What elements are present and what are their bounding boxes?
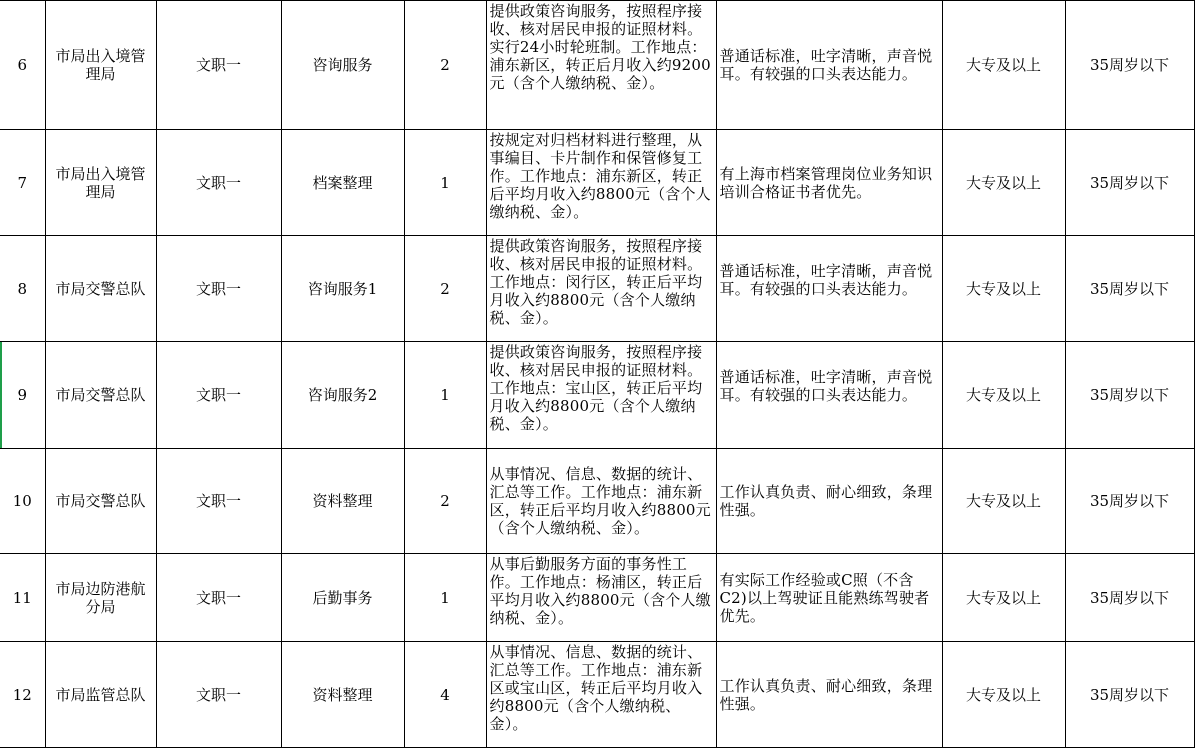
requirements-cell[interactable]: 工作认真负责、耐心细致，条理性强。 [716,449,942,554]
row-number[interactable]: 10 [0,449,45,554]
position-type-cell[interactable]: 文职一 [156,342,281,449]
position-type-cell[interactable]: 文职一 [156,236,281,342]
position-name-cell[interactable]: 资料整理 [281,449,404,554]
headcount-cell[interactable]: 1 [404,342,486,449]
requirements-cell[interactable]: 普通话标准，吐字清晰，声音悦耳。有较强的口头表达能力。 [716,236,942,342]
position-type-cell[interactable]: 文职一 [156,449,281,554]
age-cell[interactable]: 35周岁以下 [1065,130,1194,236]
age-cell[interactable]: 35周岁以下 [1065,449,1194,554]
unit-cell[interactable]: 市局交警总队 [45,236,156,342]
position-type-cell[interactable]: 文职一 [156,554,281,642]
table-row[interactable] [0,449,1194,554]
table-row[interactable] [0,642,1194,748]
position-type-cell[interactable]: 文职一 [156,642,281,748]
table-row[interactable] [0,554,1194,642]
education-cell[interactable]: 大专及以上 [942,1,1065,130]
position-name-cell[interactable]: 档案整理 [281,130,404,236]
table-row[interactable] [0,1,1194,130]
education-cell[interactable]: 大专及以上 [942,236,1065,342]
requirements-cell[interactable]: 普通话标准，吐字清晰，声音悦耳。有较强的口头表达能力。 [716,1,942,130]
job-description-cell[interactable]: 提供政策咨询服务，按照程序接收、核对居民申报的证照材料。实行24小时轮班制。工作地点：浦东新区，转正后月收入约9200元（含个人缴纳税、金）。 [486,1,716,130]
unit-cell[interactable]: 市局出入境管理局 [45,130,156,236]
education-cell[interactable]: 大专及以上 [942,130,1065,236]
headcount-cell[interactable]: 2 [404,449,486,554]
unit-cell[interactable]: 市局监管总队 [45,642,156,748]
job-description-cell[interactable]: 从事情况、信息、数据的统计、汇总等工作。工作地点：浦东新区或宝山区，转正后平均月收入约8800元（含个人缴纳税、金）。 [486,642,716,748]
age-cell[interactable]: 35周岁以下 [1065,642,1194,748]
headcount-cell[interactable]: 1 [404,554,486,642]
row-number[interactable]: 11 [0,554,45,642]
job-description-cell[interactable]: 从事后勤服务方面的事务性工作。工作地点：杨浦区，转正后平均月收入约8800元（含个人缴纳税、金）。 [486,554,716,642]
headcount-cell[interactable]: 1 [404,130,486,236]
requirements-cell[interactable]: 有实际工作经验或C照（不含C2)以上驾驶证且能熟练驾驶者优先。 [716,554,942,642]
unit-cell[interactable]: 市局交警总队 [45,449,156,554]
age-cell[interactable]: 35周岁以下 [1065,236,1194,342]
requirements-cell[interactable]: 工作认真负责、耐心细致，条理性强。 [716,642,942,748]
education-cell[interactable]: 大专及以上 [942,449,1065,554]
job-description-cell[interactable]: 从事情况、信息、数据的统计、汇总等工作。工作地点：浦东新区，转正后平均月收入约8800元（含个人缴纳税、金）。 [486,449,716,554]
table-row[interactable] [0,236,1194,342]
row-number[interactable]: 7 [0,130,45,236]
position-name-cell[interactable]: 咨询服务 [281,1,404,130]
job-description-cell[interactable]: 按规定对归档材料进行整理，从事编目、卡片制作和保管修复工作。工作地点：浦东新区，转正后平均月收入约8800元（含个人缴纳税、金）。 [486,130,716,236]
position-type-cell[interactable]: 文职一 [156,130,281,236]
education-cell[interactable]: 大专及以上 [942,554,1065,642]
position-type-cell[interactable]: 文职一 [156,1,281,130]
row-number[interactable]: 9 [0,342,45,449]
row-number[interactable]: 8 [0,236,45,342]
position-name-cell[interactable]: 咨询服务2 [281,342,404,449]
job-description-cell[interactable]: 提供政策咨询服务，按照程序接收、核对居民申报的证照材料。工作地点：闵行区，转正后平均月收入约8800元（含个人缴纳税、金）。 [486,236,716,342]
age-cell[interactable]: 35周岁以下 [1065,1,1194,130]
unit-cell[interactable]: 市局出入境管理局 [45,1,156,130]
unit-cell[interactable]: 市局交警总队 [45,342,156,449]
headcount-cell[interactable]: 4 [404,642,486,748]
requirements-cell[interactable]: 有上海市档案管理岗位业务知识培训合格证书者优先。 [716,130,942,236]
table-row[interactable] [0,342,1194,449]
row-number[interactable]: 6 [0,1,45,130]
table-row[interactable] [0,130,1194,236]
headcount-cell[interactable]: 2 [404,236,486,342]
position-name-cell[interactable]: 后勤事务 [281,554,404,642]
education-cell[interactable]: 大专及以上 [942,642,1065,748]
job-description-cell[interactable]: 提供政策咨询服务，按照程序接收、核对居民申报的证照材料。工作地点：宝山区，转正后平均月收入约8800元（含个人缴纳税、金）。 [486,342,716,449]
requirements-cell[interactable]: 普通话标准，吐字清晰，声音悦耳。有较强的口头表达能力。 [716,342,942,449]
row-number[interactable]: 12 [0,642,45,748]
education-cell[interactable]: 大专及以上 [942,342,1065,449]
age-cell[interactable]: 35周岁以下 [1065,342,1194,449]
headcount-cell[interactable]: 2 [404,1,486,130]
unit-cell[interactable]: 市局边防港航分局 [45,554,156,642]
age-cell[interactable]: 35周岁以下 [1065,554,1194,642]
position-name-cell[interactable]: 咨询服务1 [281,236,404,342]
position-name-cell[interactable]: 资料整理 [281,642,404,748]
